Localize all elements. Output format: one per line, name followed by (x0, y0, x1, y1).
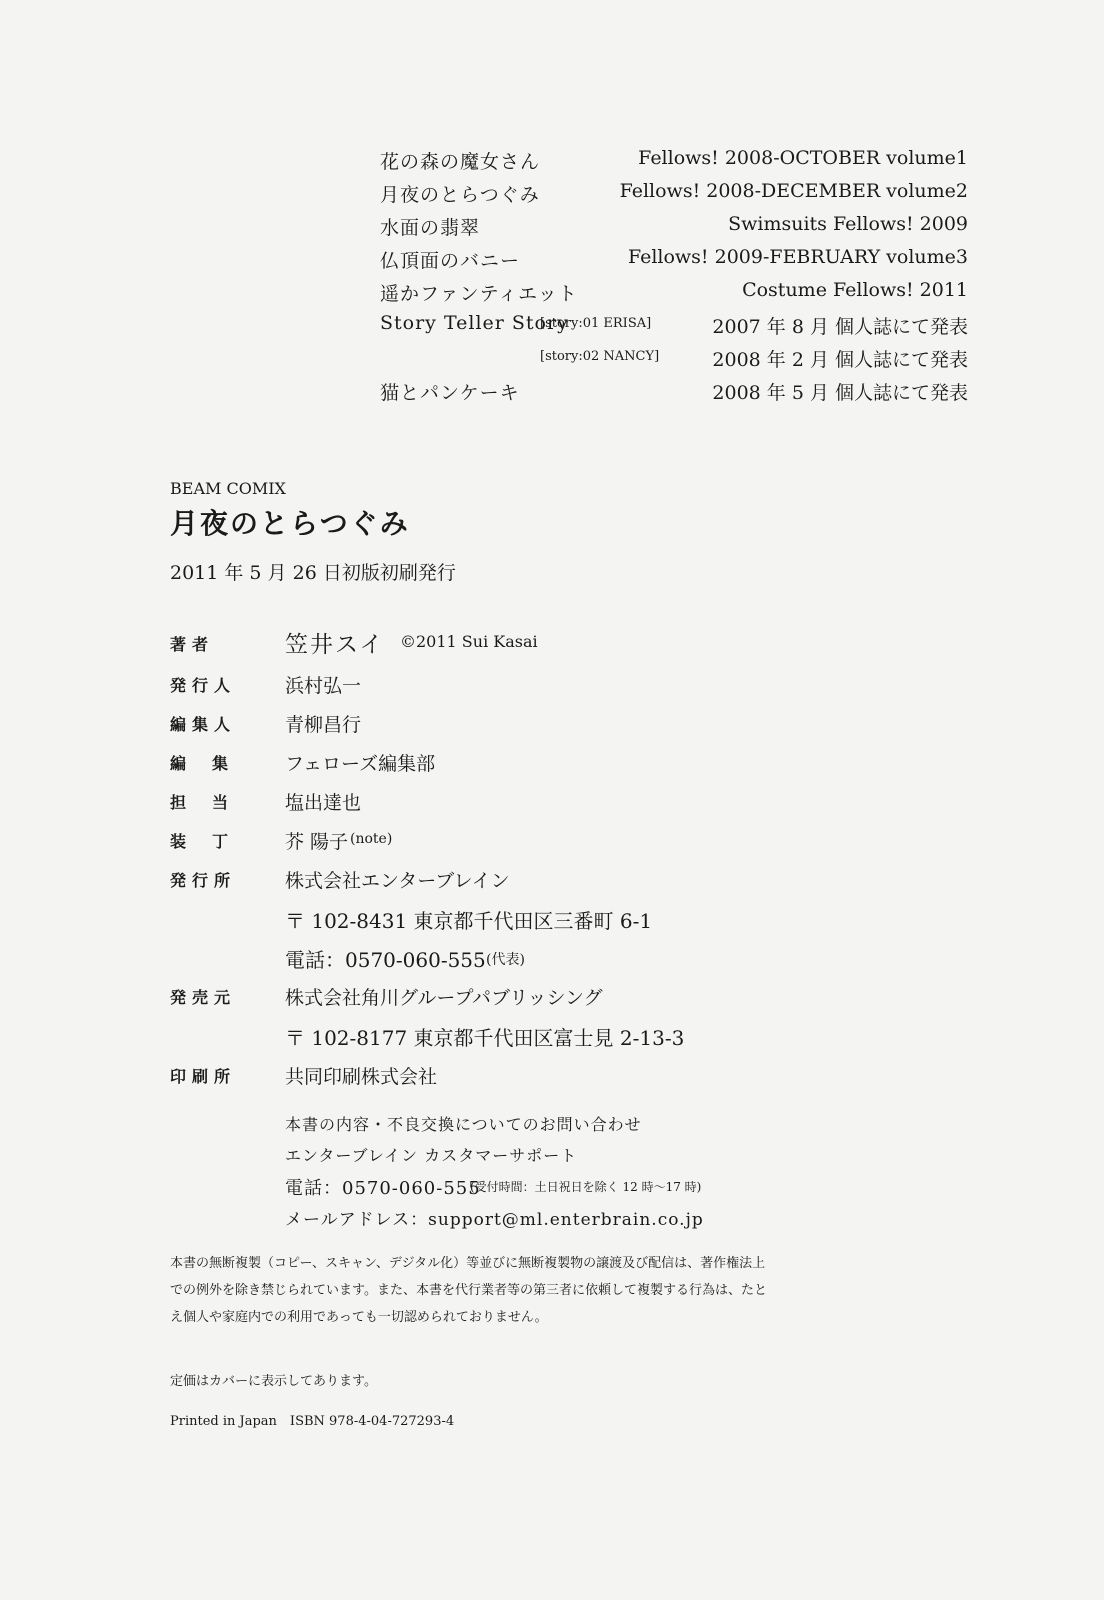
publisher-person-label: 発行人 (170, 676, 237, 695)
charge-label: 担当 (170, 793, 255, 812)
series-name: BEAM COMIX (170, 479, 286, 498)
isbn-footer: Printed in Japan ISBN 978-4-04-727293-4 (170, 1414, 455, 1429)
seller-address: 〒 102-8177 東京都千代田区富士見 2-13-3 (285, 1026, 685, 1050)
toc-source: Fellows! 2008-OCTOBER volume1 (638, 147, 968, 169)
contact-heading: 本書の内容・不良交換についてのお問い合わせ (285, 1115, 642, 1134)
publisher-person: 浜村弘一 (285, 675, 362, 697)
edit-dept: フェローズ編集部 (285, 753, 436, 775)
toc-source: Swimsuits Fellows! 2009 (728, 213, 968, 235)
toc-title: 月夜のとらつぐみ (380, 184, 540, 206)
seller-label: 発売元 (170, 988, 237, 1007)
publication-date: 2011 年 5 月 26 日初版初刷発行 (170, 562, 456, 584)
toc-title: 仏頂面のバニー (380, 250, 521, 272)
design-label: 装丁 (170, 832, 255, 851)
editor-person: 青柳昌行 (285, 714, 362, 736)
toc-subtitle: [story:01 ERISA] (540, 316, 652, 331)
author-label: 著者 (170, 635, 215, 654)
contact-hours: (受付時間：土日祝日を除く 12 時〜17 時) (470, 1180, 702, 1194)
toc-title: 猫とパンケーキ (380, 382, 520, 404)
toc-title: 水面の翡翠 (380, 217, 481, 239)
toc-title: 花の森の魔女さん (380, 151, 541, 173)
design-person: 芥 陽子 (285, 831, 349, 853)
copyright-notice: 本書の無断複製（コピー、スキャン、デジタル化）等並びに無断複製物の譲渡及び配信は、著作権法上での例外を除き禁じられています。また、本書を代行業者等の第三者に依頼して複製する行為は、たとえ個人や家庭内での利用であっても一切認められておりません。 (170, 1256, 767, 1325)
toc-subtitle: [story:02 NANCY] (540, 349, 660, 364)
edit-label: 編集 (170, 754, 255, 773)
printer-label: 印刷所 (170, 1067, 237, 1086)
toc-source: 2007 年 8 月 個人誌にて発表 (712, 316, 968, 338)
charge-person: 塩出達也 (285, 792, 362, 814)
toc-source: 2008 年 2 月 個人誌にて発表 (712, 349, 968, 371)
issuer-phone-note: (代表) (486, 952, 525, 968)
issuer-label: 発行所 (170, 871, 237, 890)
design-note: (note) (350, 831, 393, 847)
issuer-phone: 電話：0570-060-555 (285, 948, 486, 972)
author-name: 笠井スイ (285, 632, 385, 658)
copyright: ©2011 Sui Kasai (400, 632, 538, 651)
book-title: 月夜のとらつぐみ (170, 507, 410, 540)
toc-source: 2008 年 5 月 個人誌にて発表 (712, 382, 968, 404)
issuer-address: 〒 102-8431 東京都千代田区三番町 6-1 (285, 909, 653, 933)
toc-title: 遥かファンティエット (380, 283, 578, 305)
editor-person-label: 編集人 (170, 715, 237, 734)
toc-source: Costume Fellows! 2011 (742, 279, 968, 301)
toc-source: Fellows! 2008-DECEMBER volume2 (619, 180, 968, 202)
printer-name: 共同印刷株式会社 (285, 1066, 438, 1088)
seller-name: 株式会社角川グループパブリッシング (285, 987, 603, 1009)
toc-title: Story Teller Story (380, 312, 569, 334)
contact-support: エンターブレイン カスタマーサポート (285, 1146, 578, 1165)
issuer-name: 株式会社エンターブレイン (285, 870, 510, 892)
contact-email: メールアドレス：support@ml.enterbrain.co.jp (285, 1210, 704, 1230)
price-note: 定価はカバーに表示してあります。 (170, 1374, 377, 1389)
toc-source: Fellows! 2009-FEBRUARY volume3 (627, 246, 968, 268)
contact-phone: 電話：0570-060-555 (285, 1178, 481, 1199)
